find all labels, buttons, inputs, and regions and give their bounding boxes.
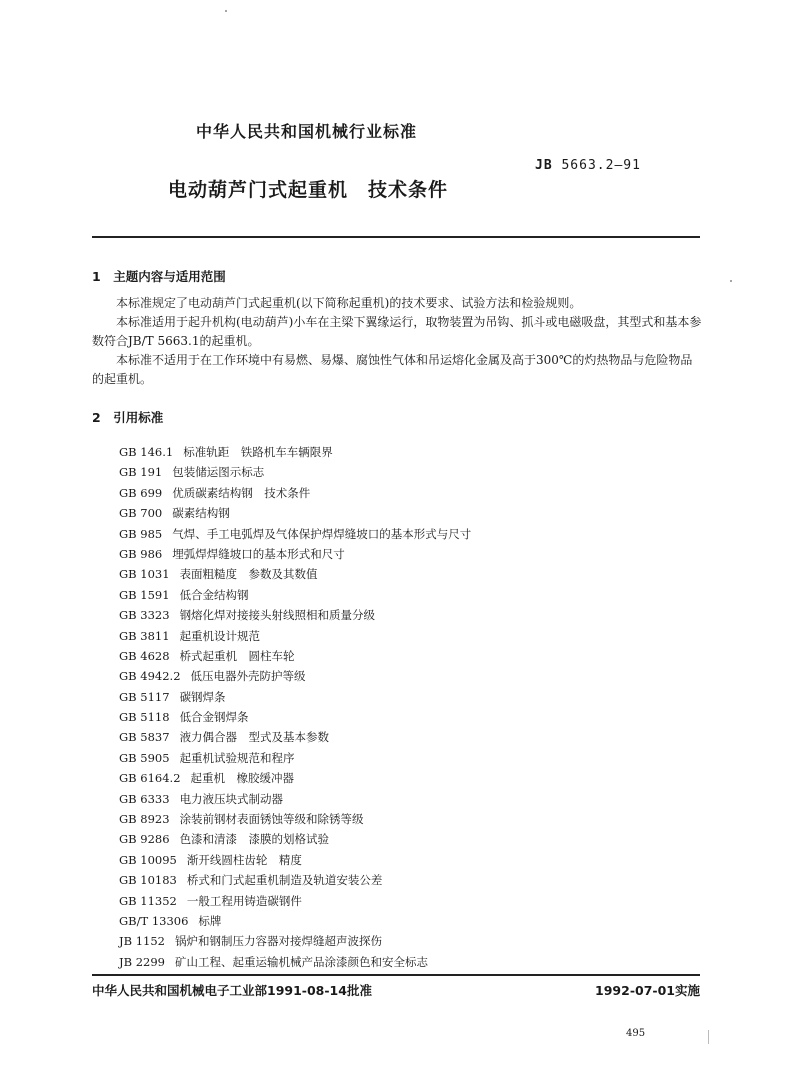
reference-title: 矿山工程、起重运输机械产品涂漆颜色和安全标志 [174, 954, 428, 969]
reference-item [119, 503, 471, 523]
reference-title: 低合金钢焊条 [179, 710, 249, 725]
reference-item [119, 850, 471, 870]
reference-title: 桥式和门式起重机制造及轨道安装公差 [186, 873, 383, 888]
reference-code: GB 6164.2 [119, 771, 181, 786]
reference-item [119, 605, 471, 625]
reference-item [119, 789, 471, 809]
reference-code: GB 1031 [119, 567, 170, 582]
standard-number-value: 5663.2—91 [561, 158, 641, 173]
reference-item [119, 809, 471, 829]
reference-code: GB 3323 [119, 608, 170, 623]
issuing-organization: 中华人民共和国机械行业标准 [196, 122, 418, 141]
section-2-heading: 2 引用标准 [92, 410, 164, 425]
reference-code: GB 4942.2 [119, 669, 181, 684]
reference-title: 碳素结构钢 [172, 506, 230, 521]
reference-item [119, 666, 471, 686]
reference-code: GB 11352 [119, 893, 177, 908]
reference-code: GB 699 [119, 485, 163, 500]
reference-item [119, 931, 471, 951]
reference-title: 标准轨距 铁路机车车辆限界 [183, 445, 333, 459]
reference-item [119, 829, 471, 849]
reference-item [119, 646, 471, 666]
reference-item [119, 524, 471, 544]
standard-prefix: JB [535, 158, 553, 173]
reference-code: GB 5117 [119, 689, 170, 704]
reference-item [119, 544, 471, 564]
header-divider [92, 236, 700, 238]
reference-code: GB 3811 [119, 628, 170, 643]
document-title: 电动葫芦门式起重机 技术条件 [168, 179, 449, 201]
reference-title: 渐开线圆柱齿轮 精度 [186, 852, 302, 867]
reference-title: 涂装前钢材表面锈蚀等级和除锈等级 [179, 812, 364, 827]
reference-title: 一般工程用铸造碳钢件 [186, 893, 302, 908]
reference-item [119, 462, 471, 482]
implementation-date: 1992-07-01实施 [595, 983, 700, 998]
reference-item [119, 727, 471, 747]
reference-title: 锅炉和钢制压力容器对接焊缝超声波探伤 [174, 934, 382, 949]
reference-code: GB 5118 [119, 710, 170, 725]
reference-title: 优质碳素结构钢 技术条件 [172, 485, 311, 500]
reference-item [119, 891, 471, 911]
reference-title: 钢熔化焊对接接头射线照相和质量分级 [179, 608, 376, 623]
reference-code: GB 146.1 [119, 445, 174, 459]
reference-item [119, 626, 471, 646]
reference-item [119, 585, 471, 605]
page-number: 495 [626, 1028, 646, 1039]
reference-item [119, 707, 471, 727]
reference-title: 起重机设计规范 [179, 628, 261, 643]
reference-item [119, 442, 471, 462]
section-1-paragraph: 本标准规定了电动葫芦门式起重机(以下简称起重机)的技术要求、试验方法和检验规则。 [116, 296, 582, 310]
section-1-paragraph: 本标准不适用于在工作环境中有易燃、易爆、腐蚀性气体和吊运熔化金属及高于300℃的灼热物品与危险物品的起重机。 [92, 353, 693, 386]
reference-title: 标牌 [198, 913, 222, 928]
reference-title: 包装储运图示标志 [172, 465, 265, 480]
reference-code: GB 8923 [119, 812, 170, 827]
reference-title: 桥式起重机 圆柱车轮 [179, 648, 295, 663]
reference-item [119, 748, 471, 768]
reference-code: GB 700 [119, 506, 163, 521]
scan-speck [225, 10, 227, 12]
scan-mark [708, 1030, 709, 1044]
section-1-paragraph: 本标准适用于起升机构(电动葫芦)小车在主梁下翼缘运行，取物装置为吊钩、抓斗或电磁吸盘，其型式和基本参数符合JB/T 5663.1的起重机。 [92, 315, 702, 348]
reference-title: 起重机 橡胶缓冲器 [190, 771, 295, 786]
reference-title: 电力液压块式制动器 [179, 791, 284, 806]
standard-number [535, 158, 641, 173]
scan-speck [730, 280, 732, 282]
reference-code: GB 986 [119, 546, 163, 561]
reference-code: GB/T 13306 [119, 913, 189, 928]
reference-title: 色漆和清漆 漆膜的划格试验 [179, 832, 330, 847]
reference-item [119, 952, 471, 972]
reference-code: GB 10095 [119, 852, 177, 867]
reference-item [119, 687, 471, 707]
reference-code: GB 1591 [119, 587, 170, 602]
section-1-heading: 1 主题内容与适用范围 [92, 269, 226, 284]
reference-title: 碳钢焊条 [179, 689, 226, 704]
reference-title: 低压电器外壳防护等级 [190, 669, 306, 684]
reference-code: GB 4628 [119, 648, 170, 663]
reference-title: 气焊、手工电弧焊及气体保护焊焊缝坡口的基本形式与尺寸 [172, 526, 472, 541]
reference-code: GB 10183 [119, 873, 177, 888]
reference-code: GB 6333 [119, 791, 170, 806]
reference-code: GB 191 [119, 465, 163, 480]
reference-item [119, 768, 471, 788]
reference-item [119, 870, 471, 890]
reference-title: 埋弧焊焊缝坡口的基本形式和尺寸 [172, 546, 345, 561]
reference-code: GB 5837 [119, 730, 170, 745]
reference-title: 起重机试验规范和程序 [179, 750, 295, 765]
reference-code: JB 2299 [119, 954, 165, 969]
reference-code: GB 9286 [119, 832, 170, 847]
section-1-body [92, 294, 702, 389]
reference-item [119, 483, 471, 503]
footer-divider [92, 974, 700, 976]
approval-statement: 中华人民共和国机械电子工业部1991-08-14批准 [92, 983, 372, 998]
reference-code: GB 5905 [119, 750, 170, 765]
reference-item [119, 911, 471, 931]
reference-title: 表面粗糙度 参数及其数值 [179, 567, 318, 582]
reference-title: 液力偶合器 型式及基本参数 [179, 730, 330, 745]
reference-item [119, 564, 471, 584]
reference-code: JB 1152 [119, 934, 165, 949]
reference-code: GB 985 [119, 526, 163, 541]
referenced-standards-list [119, 442, 471, 972]
reference-title: 低合金结构钢 [179, 587, 249, 602]
